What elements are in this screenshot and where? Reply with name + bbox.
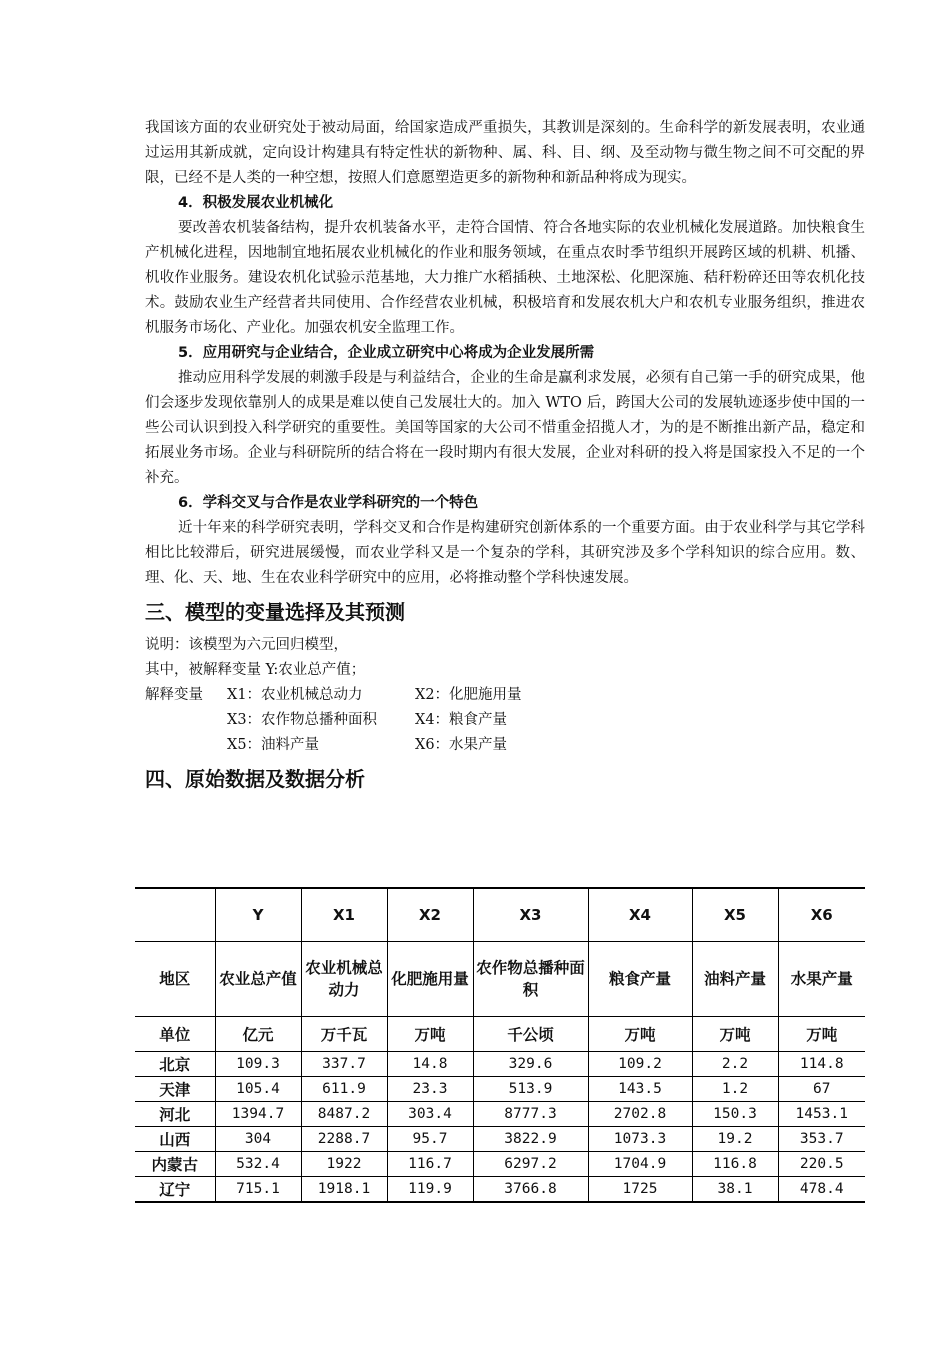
header-cell: X4 bbox=[588, 888, 692, 942]
variable-x1: X1：农业机械总动力 bbox=[227, 687, 363, 703]
header-cell: 万吨 bbox=[778, 1017, 865, 1052]
table-cell: 2702.8 bbox=[588, 1102, 692, 1127]
table-row bbox=[135, 1127, 865, 1152]
table-cell: 1922 bbox=[301, 1152, 387, 1177]
table-cell: 67 bbox=[778, 1077, 865, 1102]
table-cell: 611.9 bbox=[301, 1077, 387, 1102]
table-cell: 329.6 bbox=[473, 1052, 588, 1077]
table-cell: 3766.8 bbox=[473, 1177, 588, 1203]
table-cell: 1918.1 bbox=[301, 1177, 387, 1203]
header-cell: 水果产量 bbox=[778, 942, 865, 1017]
header-cell: 万吨 bbox=[387, 1017, 473, 1052]
table-cell: 109.2 bbox=[588, 1052, 692, 1077]
region-cell: 北京 bbox=[135, 1052, 215, 1077]
table-cell: 1725 bbox=[588, 1177, 692, 1203]
table-cell: 143.5 bbox=[588, 1077, 692, 1102]
header-cell: 万千瓦 bbox=[301, 1017, 387, 1052]
model-description bbox=[145, 633, 865, 758]
region-cell: 天津 bbox=[135, 1077, 215, 1102]
header-cell: 农业总产值 bbox=[215, 942, 301, 1017]
table-cell: 1073.3 bbox=[588, 1127, 692, 1152]
region-cell: 辽宁 bbox=[135, 1177, 215, 1203]
table-cell: 109.3 bbox=[215, 1052, 301, 1077]
table-row bbox=[135, 1102, 865, 1127]
table-cell: 513.9 bbox=[473, 1077, 588, 1102]
variable-x5: X5：油料产量 bbox=[227, 737, 320, 753]
table-cell: 304 bbox=[215, 1127, 301, 1152]
table-header-names bbox=[135, 942, 865, 1017]
table-row bbox=[135, 1052, 865, 1077]
header-cell: 万吨 bbox=[588, 1017, 692, 1052]
variable-x2: X2：化肥施用量 bbox=[415, 687, 522, 703]
table-cell: 532.4 bbox=[215, 1152, 301, 1177]
table-cell: 38.1 bbox=[692, 1177, 778, 1203]
section-4-title: 四、原始数据及数据分析 bbox=[145, 767, 365, 791]
heading-6: 6．学科交叉与合作是农业学科研究的一个特色 bbox=[178, 495, 479, 511]
table-cell: 8777.3 bbox=[473, 1102, 588, 1127]
table-cell: 14.8 bbox=[387, 1052, 473, 1077]
table-header-codes bbox=[135, 888, 865, 942]
table-cell: 116.7 bbox=[387, 1152, 473, 1177]
paragraph-intro: 我国该方面的农业研究处于被动局面，给国家造成严重损失，其教训是深刻的。生命科学的新发展表明，农业通过运用其新成就，定向设计构建具有特定性状的新物种、属、科、目、纲、及至动物与微生物之间不可交配的界限，已经不是人类的一种空想，按照人们意愿塑造更多的新物种和新品种将成为现实。 bbox=[145, 120, 865, 186]
table-cell: 715.1 bbox=[215, 1177, 301, 1203]
variable-x3: X3：农作物总播种面积 bbox=[227, 712, 378, 728]
table-cell: 2.2 bbox=[692, 1052, 778, 1077]
header-cell: 农业机械总动力 bbox=[301, 942, 387, 1017]
header-cell: 地区 bbox=[135, 942, 215, 1017]
table-cell: 105.4 bbox=[215, 1077, 301, 1102]
variable-x6: X6：水果产量 bbox=[415, 737, 508, 753]
paragraph-4: 要改善农机装备结构，提升农机装备水平，走符合国情、符合各地实际的农业机械化发展道路。加快粮食生产机械化进程，因地制宜地拓展农业机械化的作业和服务领域，在重点农时季节组织开展跨区域的机耕、机播、机收作业服务。建设农机化试验示范基地，大力推广水稻插秧、土地深松、化肥深施、秸秆粉碎还田等农机化技术。鼓励农业生产经营者共同使用、合作经营农业机械，积极培育和发展农机大户和农机专业服务组织，推进农机服务市场化、产业化。加强农机安全监理工作。 bbox=[145, 220, 865, 336]
variables-label: 解释变量 bbox=[145, 687, 203, 703]
table-cell: 150.3 bbox=[692, 1102, 778, 1127]
header-cell: 千公顷 bbox=[473, 1017, 588, 1052]
table-cell: 19.2 bbox=[692, 1127, 778, 1152]
header-cell bbox=[135, 888, 215, 942]
variables-row-2 bbox=[145, 708, 865, 733]
variables-row-3 bbox=[145, 733, 865, 758]
variable-x4: X4：粮食产量 bbox=[415, 712, 508, 728]
header-cell: 万吨 bbox=[692, 1017, 778, 1052]
table-cell: 478.4 bbox=[778, 1177, 865, 1203]
table-cell: 220.5 bbox=[778, 1152, 865, 1177]
table-header-units bbox=[135, 1017, 865, 1052]
header-cell: 亿元 bbox=[215, 1017, 301, 1052]
header-cell: X2 bbox=[387, 888, 473, 942]
table-cell: 1.2 bbox=[692, 1077, 778, 1102]
table-cell: 337.7 bbox=[301, 1052, 387, 1077]
region-cell: 河北 bbox=[135, 1102, 215, 1127]
header-cell: X5 bbox=[692, 888, 778, 942]
table-cell: 1453.1 bbox=[778, 1102, 865, 1127]
table-cell: 1394.7 bbox=[215, 1102, 301, 1127]
table-cell: 2288.7 bbox=[301, 1127, 387, 1152]
header-cell: 油料产量 bbox=[692, 942, 778, 1017]
table-row bbox=[135, 1152, 865, 1177]
table-cell: 6297.2 bbox=[473, 1152, 588, 1177]
region-cell: 内蒙古 bbox=[135, 1152, 215, 1177]
paragraph-6: 近十年来的科学研究表明，学科交叉和合作是构建研究创新体系的一个重要方面。由于农业科学与其它学科相比比较滞后，研究进展缓慢，而农业学科又是一个复杂的学科，其研究涉及多个学科知识的综合应用。数、理、化、天、地、生在农业科学研究中的应用，必将推动整个学科快速发展。 bbox=[145, 520, 865, 586]
table-cell: 353.7 bbox=[778, 1127, 865, 1152]
header-cell: X3 bbox=[473, 888, 588, 942]
header-cell: X1 bbox=[301, 888, 387, 942]
table-cell: 303.4 bbox=[387, 1102, 473, 1127]
table-cell: 1704.9 bbox=[588, 1152, 692, 1177]
heading-4: 4．积极发展农业机械化 bbox=[178, 195, 334, 211]
table-cell: 8487.2 bbox=[301, 1102, 387, 1127]
table-cell: 3822.9 bbox=[473, 1127, 588, 1152]
model-line-1: 说明：该模型为六元回归模型， bbox=[145, 637, 348, 653]
model-line-2: 其中，被解释变量 Y:农业总产值； bbox=[145, 662, 366, 678]
table-row bbox=[135, 1077, 865, 1102]
header-cell: 化肥施用量 bbox=[387, 942, 473, 1017]
header-cell: 农作物总播种面积 bbox=[473, 942, 588, 1017]
section-3-title: 三、模型的变量选择及其预测 bbox=[145, 600, 405, 624]
table-cell: 116.8 bbox=[692, 1152, 778, 1177]
variables-row-1 bbox=[145, 683, 865, 708]
table-cell: 114.8 bbox=[778, 1052, 865, 1077]
table-cell: 95.7 bbox=[387, 1127, 473, 1152]
table-row bbox=[135, 1177, 865, 1203]
header-cell: 单位 bbox=[135, 1017, 215, 1052]
header-cell: Y bbox=[215, 888, 301, 942]
data-table bbox=[135, 887, 865, 1203]
table-cell: 119.9 bbox=[387, 1177, 473, 1203]
document-body bbox=[145, 116, 865, 800]
table-cell: 23.3 bbox=[387, 1077, 473, 1102]
header-cell: 粮食产量 bbox=[588, 942, 692, 1017]
paragraph-5: 推动应用科学发展的刺激手段是与利益结合，企业的生命是赢利求发展，必须有自己第一手的研究成果，他们会逐步发现依靠别人的成果是难以使自己发展壮大的。加入 WTO 后，跨国大公司的发展轨迹逐步使中国的一些公司认识到投入科学研究的重要性。美国等国家的大公司不惜重金招揽人才，为的是不断推出新产品，稳定和拓展业务市场。企业与科研院所的结合将在一段时期内有很大发展，企业对科研的投入将是国家投入不足的一个补充。 bbox=[145, 370, 865, 486]
heading-5: 5．应用研究与企业结合，企业成立研究中心将成为企业发展所需 bbox=[178, 345, 595, 361]
header-cell: X6 bbox=[778, 888, 865, 942]
region-cell: 山西 bbox=[135, 1127, 215, 1152]
